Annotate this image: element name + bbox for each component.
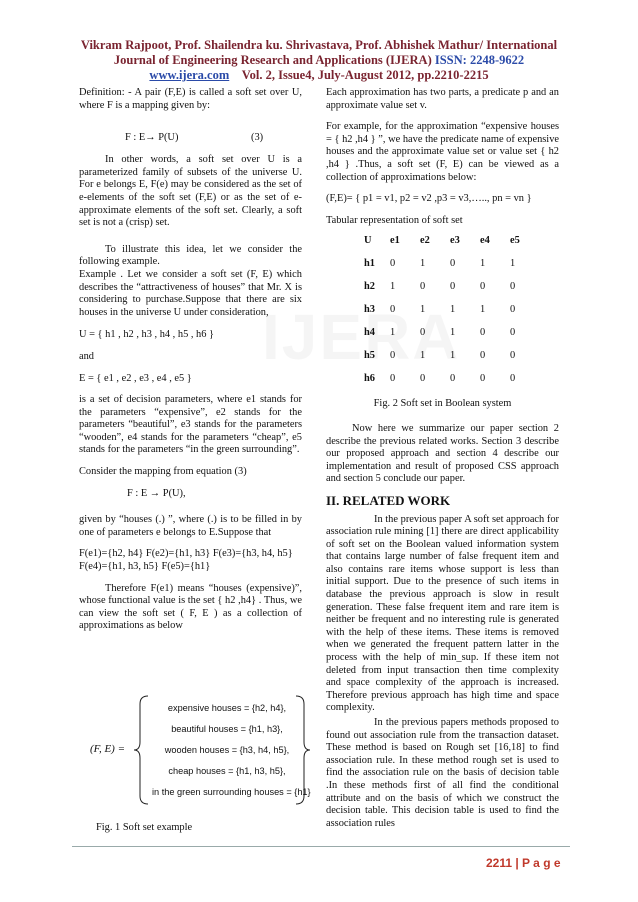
figure-1-lhs: (F, E) = xyxy=(90,743,126,755)
table-header-cell: U xyxy=(364,235,372,247)
table-header-cell: e2 xyxy=(420,235,430,247)
table-cell: 1 xyxy=(390,327,396,339)
table-cell: h6 xyxy=(364,373,375,385)
footer-divider xyxy=(72,846,570,847)
table-header-cell: e3 xyxy=(450,235,460,247)
table-cell: h1 xyxy=(364,258,375,270)
table-header-cell: e1 xyxy=(390,235,400,247)
table-cell: h3 xyxy=(364,304,375,316)
f-values-line-2: F(e4)={h1, h3, h5} F(e5)={h1} xyxy=(79,561,211,573)
table-cell: 0 xyxy=(510,350,516,362)
fig1-row-cheap: cheap houses = {h1, h3, h5}, xyxy=(168,766,286,776)
section-heading-related-work: II. RELATED WORK xyxy=(326,492,451,508)
paragraph-related-work-1: In the previous paper A soft set approach for association rule mining [1] there are direct applicability of soft set on the Boolean valued information system that contains large number of false frequent item and also contains rare items whose support is less than initial support. Due to the presence of such items in database the previous approach is slow in result generation. These false frequent item and rare item is neither be frequent and no interesting rule is generated with the help of these items. These items is removed when we generated the frequent pattern latter in the process with the help of min_sup. If these item not deleted from input transaction then time complexity and space complexity of the approach is increased. Therefore previous approach has high time and space complexity. xyxy=(326,513,559,714)
mapping-equation: F : E → P(U), xyxy=(127,487,186,499)
paragraph-summary: Now here we summarize our paper section 2 describe the previous related works. Section 3 describe our proposed approach and section 4 describe our implementation and result of proposed CSS approach and section 5 conclude our paper. xyxy=(326,422,559,485)
soft-set-collection: (F,E)= { p1 = v1, p2 = v2 ,p3 = v3,….., pn = vn } xyxy=(326,193,532,205)
paragraph-given-by: given by “houses (.) ”, where (.) is to be filled in by one of parameters e belongs to E.Suppose that xyxy=(79,514,302,538)
table-cell: 0 xyxy=(390,304,396,316)
left-column xyxy=(79,87,302,642)
journal-header xyxy=(0,38,638,83)
header-authors: Vikram Rajpoot, Prof. Shailendra ku. Shrivastava, Prof. Abhishek Mathur/ International xyxy=(80,38,558,52)
table-row xyxy=(364,281,540,304)
paragraph-therefore: Therefore F(e1) means “houses (expensive)”, whose functional value is the set { h2 ,h4} . Thus, we can view the soft set ( F, E ) as a collection of approximations as below xyxy=(79,582,302,632)
table-cell: 0 xyxy=(510,304,516,316)
table-cell: 0 xyxy=(480,350,486,362)
table-cell: 1 xyxy=(390,281,396,293)
equation-number: (3) xyxy=(251,132,264,144)
fig1-row-beautiful: beautiful houses = {h1, h3}, xyxy=(171,724,283,734)
table-cell: 1 xyxy=(480,304,486,316)
table-cell: 0 xyxy=(390,373,396,385)
table-cell: 1 xyxy=(450,350,456,362)
paragraph-illustrate: To illustrate this idea, let we consider the following example. xyxy=(79,243,302,268)
right-column xyxy=(326,87,559,839)
figure-2-caption: Fig. 2 Soft set in Boolean system xyxy=(373,398,512,410)
table-cell: 1 xyxy=(450,304,456,316)
table-row xyxy=(364,373,540,396)
table-cell: 0 xyxy=(450,281,456,293)
tabular-label: Tabular representation of soft set xyxy=(326,214,463,226)
table-cell: 0 xyxy=(390,350,396,362)
header-issue: Vol. 2, Issue4, July-August 2012, pp.2210-2215 xyxy=(241,68,489,82)
header-volume xyxy=(0,68,638,83)
page-number: 2211 | P a g e xyxy=(486,856,561,870)
table-cell: 1 xyxy=(420,350,426,362)
fig1-row-expensive: expensive houses = {h2, h4}, xyxy=(167,703,287,713)
table-row xyxy=(364,304,540,327)
table-cell: 1 xyxy=(480,258,486,270)
header-issn: ISSN: 2248-9622 xyxy=(434,53,525,67)
figure-1-rows xyxy=(152,698,311,803)
header-journal xyxy=(0,53,638,68)
table-cell: 0 xyxy=(450,373,456,385)
header-journal-name: Journal of Engineering Research and Applications (IJERA) xyxy=(113,53,432,67)
paragraph-mapping: Consider the mapping from equation (3) xyxy=(79,466,247,478)
definition-paragraph: Definition: - A pair (F,E) is called a soft set over U, where F is a mapping given by: xyxy=(79,87,302,111)
table-cell: 1 xyxy=(510,258,516,270)
fig1-row-wooden: wooden houses = {h3, h4, h5}, xyxy=(164,745,290,755)
figure-1-caption: Fig. 1 Soft set example xyxy=(96,822,193,833)
table-header-cell: e5 xyxy=(510,235,520,247)
table-header-cell: e4 xyxy=(480,235,490,247)
table-cell: 0 xyxy=(450,258,456,270)
universe-definition: U = { h1 , h2 , h3 , h4 , h5 , h6 } xyxy=(79,329,215,341)
equation-3 xyxy=(79,126,302,154)
and-text: and xyxy=(79,350,95,362)
soft-set-table xyxy=(364,235,540,396)
table-cell: 1 xyxy=(420,258,426,270)
table-cell: 0 xyxy=(480,373,486,385)
table-cell: h4 xyxy=(364,327,375,339)
paragraph-example: Example . Let we consider a soft set (F, E) which describes the “attractiveness of houses” that Mr. X is considering to purchase.Suppose that there are six houses in the universe U under consideration, xyxy=(79,268,302,318)
table-cell: h5 xyxy=(364,350,375,362)
table-row xyxy=(364,327,540,350)
header-website-link[interactable]: www.ijera.com xyxy=(149,68,230,82)
table-cell: h2 xyxy=(364,281,375,293)
table-cell: 0 xyxy=(510,281,516,293)
table-cell: 1 xyxy=(420,304,426,316)
table-cell: 0 xyxy=(480,281,486,293)
table-row xyxy=(364,350,540,373)
paragraph-related-work-2: In the previous papers methods proposed to found out association rule from the transaction dataset. These method is based on Rough set [16,18] to find association rule. In these method rough set is used to find the association rule on the basis of decision table .In these methods first of all find the conditional attribute and on the basis of which we construct the decision table. This decision table is used to find the association rules xyxy=(326,717,559,829)
paragraph-soft-set: In other words, a soft set over U is a parameterized family of subsets of the universe U. For e belongs E, F(e) may be considered as the set of e-elements of the soft set (F,E) or as the set of e-approximate elements of the soft set. Clearly, a soft set is not a (crisp) set. xyxy=(79,154,302,229)
figure-1-soft-set-example xyxy=(90,692,310,808)
table-header-row xyxy=(364,235,540,258)
table-cell: 0 xyxy=(420,327,426,339)
table-cell: 0 xyxy=(510,327,516,339)
table-cell: 0 xyxy=(390,258,396,270)
fig1-row-green: in the green surrounding houses = {h1} xyxy=(152,787,311,797)
f-values-line-1: F(e1)={h2, h4} F(e2)={h1, h3} F(e3)={h3, h4, h5} xyxy=(79,548,293,560)
equation-text: F : E→ P(U) xyxy=(125,132,179,144)
paragraph-approximation: Each approximation has two parts, a predicate p and an approximate value set v. xyxy=(326,87,559,111)
table-cell: 0 xyxy=(420,373,426,385)
paragraph-parameters: is a set of decision parameters, where e1 stands for the parameters “expensive”, e2 stands for the parameters “beautiful”, e3 stands for the parameters “wooden”, e4 stands for the parameters “cheap”, e5 stands for the parameters “in the green surrounding”. xyxy=(79,394,302,456)
table-cell: 1 xyxy=(450,327,456,339)
parameter-definition: E = { e1 , e2 , e3 , e4 , e5 } xyxy=(79,372,192,384)
table-row xyxy=(364,258,540,281)
table-cell: 0 xyxy=(420,281,426,293)
paragraph-for-example: For example, for the approximation “expensive houses = { h2 ,h4 } ”, we have the predicate name of expensive houses and the approximate value set or value set { h2 ,h4 } .Thus, a soft set (F, E) can be viewed as a collection of approximations below: xyxy=(326,121,559,183)
table-cell: 0 xyxy=(480,327,486,339)
table-cell: 0 xyxy=(510,373,516,385)
